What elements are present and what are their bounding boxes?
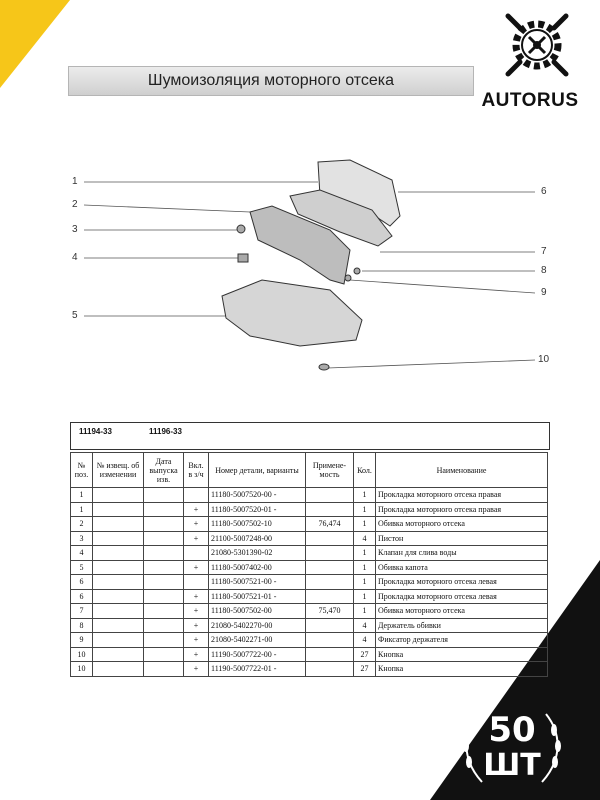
- cell-quantity: 27: [354, 662, 376, 677]
- variant-label: 11194-33: [79, 427, 112, 436]
- cell-notice-number: [93, 589, 144, 604]
- cell-name: Фиксатор держателя: [376, 633, 548, 648]
- cell-position: 10: [71, 647, 93, 662]
- cell-part-number: 21080-5402271-00: [209, 633, 306, 648]
- cell-position: 8: [71, 618, 93, 633]
- cell-position: 6: [71, 575, 93, 590]
- cell-part-number: 11180-5007402-00: [209, 560, 306, 575]
- cell-name: Обивка моторного отсека: [376, 604, 548, 619]
- callout-label: 5: [72, 310, 78, 321]
- callout-label: 1: [72, 176, 78, 187]
- table-header-row: [71, 453, 548, 488]
- cell-applicability: [306, 488, 354, 503]
- cell-position: 9: [71, 633, 93, 648]
- cell-part-number: 21100-5007248-00: [209, 531, 306, 546]
- cell-quantity: 1: [354, 546, 376, 561]
- cell-applicability: [306, 546, 354, 561]
- cell-spare-parts: +: [184, 502, 209, 517]
- cell-applicability: [306, 618, 354, 633]
- table-row: [71, 517, 548, 532]
- cell-applicability: [306, 662, 354, 677]
- cell-position: 2: [71, 517, 93, 532]
- cell-applicability: 75,470: [306, 604, 354, 619]
- table-row: [71, 575, 548, 590]
- cell-spare-parts: +: [184, 662, 209, 677]
- cell-part-number: 11180-5007520-00 -: [209, 488, 306, 503]
- badge-unit: ШТ: [483, 748, 541, 783]
- cell-notice-date: [144, 589, 184, 604]
- cell-applicability: [306, 633, 354, 648]
- part-9-clip: [345, 275, 351, 281]
- cell-quantity: 1: [354, 502, 376, 517]
- cell-notice-date: [144, 502, 184, 517]
- parts-table: [70, 452, 548, 677]
- cell-part-number: 11190-5007722-01 -: [209, 662, 306, 677]
- table-row: [71, 633, 548, 648]
- cell-applicability: [306, 647, 354, 662]
- cell-position: 1: [71, 488, 93, 503]
- table-row: [71, 488, 548, 503]
- callout-label: 3: [72, 224, 78, 235]
- brand-block: [476, 10, 596, 120]
- cell-name: Кнопка: [376, 662, 548, 677]
- cell-position: 4: [71, 546, 93, 561]
- cell-name: Пистон: [376, 531, 548, 546]
- cell-quantity: 4: [354, 618, 376, 633]
- cell-part-number: 11180-5007520-01 -: [209, 502, 306, 517]
- table-row: [71, 662, 548, 677]
- cell-spare-parts: +: [184, 589, 209, 604]
- cell-spare-parts: +: [184, 560, 209, 575]
- callout-label: 2: [72, 199, 78, 210]
- cell-position: 10: [71, 662, 93, 677]
- cell-notice-date: [144, 618, 184, 633]
- cell-spare-parts: +: [184, 531, 209, 546]
- cell-part-number: 11190-5007722-00 -: [209, 647, 306, 662]
- cell-applicability: [306, 589, 354, 604]
- cell-notice-date: [144, 546, 184, 561]
- table-row: [71, 546, 548, 561]
- cell-name: Держатель обивки: [376, 618, 548, 633]
- cell-notice-date: [144, 647, 184, 662]
- part-10-button: [319, 364, 329, 370]
- cell-notice-number: [93, 662, 144, 677]
- cell-applicability: [306, 575, 354, 590]
- cell-spare-parts: [184, 546, 209, 561]
- header-name: Наименование: [376, 453, 548, 488]
- cell-spare-parts: [184, 575, 209, 590]
- cell-part-number: 11180-5007521-01 -: [209, 589, 306, 604]
- table-row: [71, 531, 548, 546]
- callout-label: 8: [541, 265, 547, 276]
- cell-position: 3: [71, 531, 93, 546]
- cell-spare-parts: +: [184, 633, 209, 648]
- cell-notice-number: [93, 517, 144, 532]
- cell-notice-date: [144, 604, 184, 619]
- cell-notice-number: [93, 560, 144, 575]
- header-notice-number: № извещ. об изменении: [93, 453, 144, 488]
- header-notice-date: Дата выпуска изв.: [144, 453, 184, 488]
- cell-position: 1: [71, 502, 93, 517]
- cell-notice-number: [93, 604, 144, 619]
- corner-accent-yellow: [0, 0, 70, 88]
- header-applicability: Примене- мость: [306, 453, 354, 488]
- cell-part-number: 11180-5007502-00: [209, 604, 306, 619]
- cell-name: Прокладка моторного отсека левая: [376, 589, 548, 604]
- cell-notice-date: [144, 575, 184, 590]
- cell-quantity: 1: [354, 560, 376, 575]
- table-row: [71, 604, 548, 619]
- cell-name: Клапан для слива воды: [376, 546, 548, 561]
- cell-quantity: 1: [354, 604, 376, 619]
- cell-part-number: 11180-5007502-10: [209, 517, 306, 532]
- cell-name: Прокладка моторного отсека правая: [376, 502, 548, 517]
- cell-position: 6: [71, 589, 93, 604]
- brand-name: AUTORUS: [481, 90, 579, 111]
- cell-notice-date: [144, 662, 184, 677]
- cell-spare-parts: [184, 488, 209, 503]
- cell-applicability: [306, 560, 354, 575]
- cell-name: Обивка капота: [376, 560, 548, 575]
- cell-notice-number: [93, 575, 144, 590]
- badge-number: 50: [488, 710, 536, 750]
- callout-label: 10: [538, 354, 550, 365]
- cell-notice-date: [144, 517, 184, 532]
- part-8-holder: [354, 268, 360, 274]
- cell-spare-parts: +: [184, 517, 209, 532]
- cell-notice-date: [144, 531, 184, 546]
- cell-notice-number: [93, 502, 144, 517]
- callout-label: 6: [541, 186, 547, 197]
- exploded-view-drawing: [0, 150, 600, 400]
- cell-quantity: 27: [354, 647, 376, 662]
- part-3-piston: [237, 225, 245, 233]
- cell-notice-number: [93, 546, 144, 561]
- header-position: № поз.: [71, 453, 93, 488]
- cell-applicability: [306, 502, 354, 517]
- cell-spare-parts: +: [184, 604, 209, 619]
- cell-name: Прокладка моторного отсека левая: [376, 575, 548, 590]
- header-spare-parts: Вкл. в з/ч: [184, 453, 209, 488]
- cell-notice-number: [93, 647, 144, 662]
- part-5-hood-lining: [222, 280, 362, 346]
- cell-notice-date: [144, 633, 184, 648]
- cell-quantity: 1: [354, 589, 376, 604]
- quantity-badge: [458, 704, 566, 790]
- cell-notice-number: [93, 531, 144, 546]
- part-4-drain-valve: [238, 254, 248, 262]
- header-quantity: Кол.: [354, 453, 376, 488]
- cell-quantity: 4: [354, 633, 376, 648]
- cell-name: Прокладка моторного отсека правая: [376, 488, 548, 503]
- callout-label: 9: [541, 287, 547, 298]
- table-row: [71, 647, 548, 662]
- variant-label: 11196-33: [149, 427, 182, 436]
- page-title: Шумоизоляция моторного отсека: [68, 66, 474, 96]
- cell-applicability: [306, 531, 354, 546]
- cell-name: Обивка моторного отсека: [376, 517, 548, 532]
- cell-notice-date: [144, 560, 184, 575]
- table-row: [71, 502, 548, 517]
- table-row: [71, 560, 548, 575]
- header-part-number: Номер детали, варианты: [209, 453, 306, 488]
- cell-part-number: 21080-5402270-00: [209, 618, 306, 633]
- parts-diagram: [0, 150, 600, 400]
- cell-part-number: 21080-5301390-02: [209, 546, 306, 561]
- cell-quantity: 1: [354, 488, 376, 503]
- cell-position: 5: [71, 560, 93, 575]
- table-row: [71, 618, 548, 633]
- callout-label: 4: [72, 252, 78, 263]
- gear-pistons-wrenches-icon: [502, 10, 572, 80]
- cell-applicability: 76,474: [306, 517, 354, 532]
- callout-label: 7: [541, 246, 547, 257]
- parts-table-body: [71, 488, 548, 677]
- cell-notice-number: [93, 488, 144, 503]
- cell-name: Кнопка: [376, 647, 548, 662]
- cell-notice-number: [93, 618, 144, 633]
- cell-notice-number: [93, 633, 144, 648]
- cell-notice-date: [144, 488, 184, 503]
- variants-box: [70, 422, 550, 450]
- cell-quantity: 4: [354, 531, 376, 546]
- cell-quantity: 1: [354, 517, 376, 532]
- cell-position: 7: [71, 604, 93, 619]
- cell-part-number: 11180-5007521-00 -: [209, 575, 306, 590]
- cell-spare-parts: +: [184, 647, 209, 662]
- cell-spare-parts: +: [184, 618, 209, 633]
- cell-quantity: 1: [354, 575, 376, 590]
- table-row: [71, 589, 548, 604]
